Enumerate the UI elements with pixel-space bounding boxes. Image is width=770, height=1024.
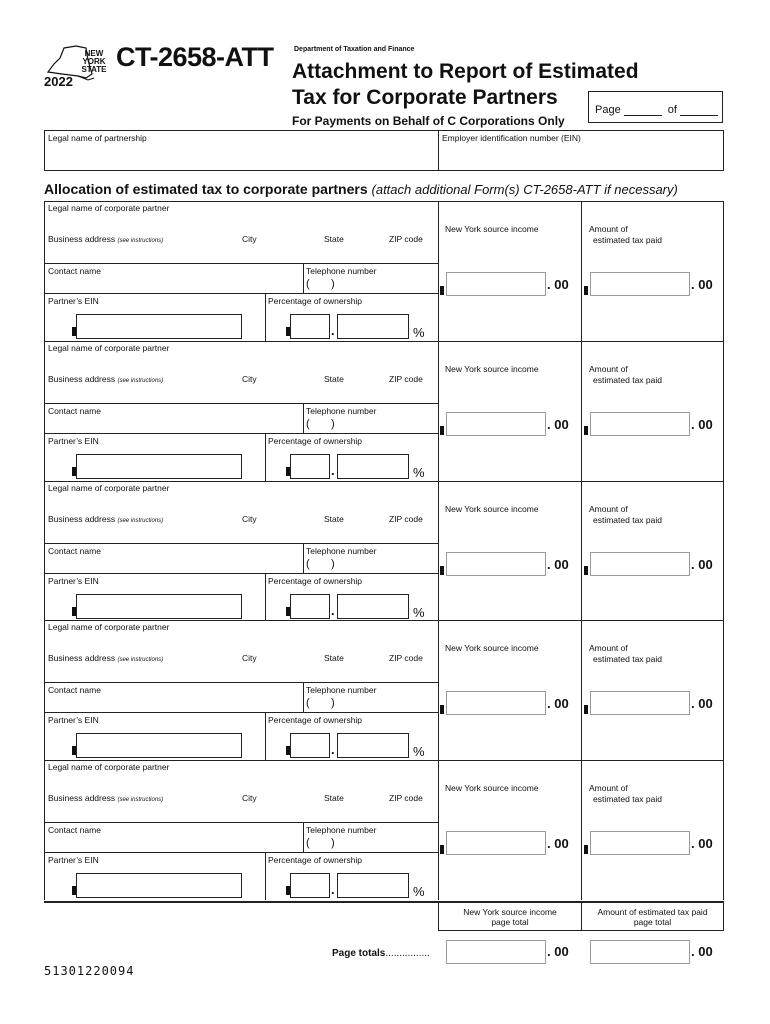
partnership-row-divider (438, 130, 439, 171)
partner-1-contact-label: Contact name (48, 266, 101, 276)
partner-3-rule-1 (44, 543, 438, 544)
partner-5-legal-name-label: Legal name of corporate partner (48, 762, 170, 772)
partner-1-ein-divider (265, 293, 266, 341)
partner-2-right-border (723, 341, 724, 481)
partner-2-telephone-field[interactable]: ( ) (306, 418, 335, 430)
partner-3-ein-divider (265, 573, 266, 621)
partner-2-legal-name-label: Legal name of corporate partner (48, 343, 170, 353)
partner-5-right-border (723, 760, 724, 900)
form-year: 2022 (44, 74, 73, 89)
partner-3-divider-left (438, 481, 439, 621)
partner-4-telephone-label: Telephone number (306, 685, 377, 695)
partner-4-ein-label: Partner’s EIN (48, 715, 99, 725)
partner-4-rule-1 (44, 682, 438, 683)
partner-5-rule-1 (44, 822, 438, 823)
partner-4-amount-paid-marker (584, 705, 588, 714)
partner-1-address-field[interactable] (46, 245, 436, 261)
partner-4-ownership-decimal: . (331, 742, 335, 757)
partner-4-amount-paid-cents: . 00 (691, 696, 713, 711)
partner-5-address-field[interactable] (46, 804, 436, 820)
partner-1-ein-field[interactable] (76, 314, 242, 339)
partner-2-amount-paid-cents: . 00 (691, 417, 713, 432)
partner-4-address-label: Business address (see instructions) (48, 653, 164, 663)
partner-5-ny-income-label: New York source income (445, 783, 539, 793)
partner-1-ownership-decimal-field[interactable] (337, 314, 409, 339)
partner-1-divider-left (438, 201, 439, 341)
partner-4-ein-field[interactable] (76, 733, 242, 758)
partner-3-ownership-label: Percentage of ownership (268, 576, 363, 586)
partner-5-ein-divider (265, 852, 266, 900)
partner-4-telephone-field[interactable]: ( ) (306, 697, 335, 709)
page-number-field[interactable] (624, 106, 662, 116)
partner-2-ownership-whole-field[interactable] (290, 454, 330, 479)
department-name: Department of Taxation and Finance (294, 46, 415, 53)
partner-3-contact-field[interactable] (46, 557, 300, 571)
form-barcode-number: 51301220094 (44, 964, 135, 978)
partner-5-telephone-label: Telephone number (306, 825, 377, 835)
amount-paid-total-cents: . 00 (691, 944, 713, 959)
page-totals-label: Page totals................ (332, 948, 430, 959)
partnership-name-field[interactable] (46, 146, 434, 168)
partner-2-address-label: Business address (see instructions) (48, 374, 164, 384)
partner-2-ny-income-label: New York source income (445, 364, 539, 374)
partner-3-legal-name-label: Legal name of corporate partner (48, 483, 170, 493)
partner-2-percent-sign: % (413, 465, 425, 480)
partner-2-amount-paid-label: Amount of estimated tax paid (589, 364, 662, 385)
partner-3-contact-label: Contact name (48, 546, 101, 556)
partnership-name-label: Legal name of partnership (48, 133, 147, 143)
partner-2-ein-field[interactable] (76, 454, 242, 479)
partner-3-amount-paid-cents: . 00 (691, 557, 713, 572)
partner-1-amount-paid-field[interactable] (590, 272, 690, 296)
partner-5-amount-paid-field[interactable] (590, 831, 690, 855)
partner-4-divider-left (438, 620, 439, 760)
partner-1-phone-divider (303, 263, 304, 293)
partner-4-contact-label: Contact name (48, 685, 101, 695)
partner-2-amount-paid-field[interactable] (590, 412, 690, 436)
partner-1-legal-name-label: Legal name of corporate partner (48, 203, 170, 213)
partner-3-city-label: City (242, 514, 257, 524)
partner-5-contact-label: Contact name (48, 825, 101, 835)
partner-5-divider-left (438, 760, 439, 900)
section-title-text: Allocation of estimated tax to corporate partners (44, 181, 368, 197)
partner-2-ownership-decimal-field[interactable] (337, 454, 409, 479)
partner-5-amount-paid-cents: . 00 (691, 836, 713, 851)
partner-5-city-label: City (242, 793, 257, 803)
partner-3-percent-sign: % (413, 605, 425, 620)
partner-4-amount-paid-label: Amount of estimated tax paid (589, 643, 662, 664)
partner-3-ein-field[interactable] (76, 594, 242, 619)
partner-1-legal-name-field[interactable] (46, 214, 436, 232)
partner-3-ein-label: Partner’s EIN (48, 576, 99, 586)
partner-5-ny-income-field[interactable] (446, 831, 546, 855)
partner-1-divider-mid (581, 201, 582, 341)
partner-1-right-border (723, 201, 724, 341)
partner-1-ny-income-field[interactable] (446, 272, 546, 296)
partner-5-ny-income-cents: . 00 (547, 836, 569, 851)
partner-5-telephone-field[interactable]: ( ) (306, 837, 335, 849)
partner-2-state-label: State (324, 374, 344, 384)
partner-2-ny-income-cents: . 00 (547, 417, 569, 432)
partner-5-ein-field[interactable] (76, 873, 242, 898)
amount-paid-page-total-field[interactable] (590, 940, 690, 964)
partner-2-ownership-label: Percentage of ownership (268, 436, 363, 446)
form-title-line-2: Tax for Corporate Partners (292, 86, 558, 109)
partner-3-right-border (723, 481, 724, 621)
partner-4-ownership-decimal-field[interactable] (337, 733, 409, 758)
partner-3-left-border (44, 481, 45, 621)
partner-2-contact-label: Contact name (48, 406, 101, 416)
totals-divider-right (723, 901, 724, 931)
partner-5-address-label: Business address (see instructions) (48, 793, 164, 803)
partner-2-zip-label: ZIP code (389, 374, 423, 384)
totals-header-rule (438, 930, 724, 931)
partner-2-divider-mid (581, 341, 582, 481)
partner-5-legal-name-field[interactable] (46, 773, 436, 791)
partner-2-legal-name-field[interactable] (46, 354, 436, 372)
partner-5-ein-label: Partner’s EIN (48, 855, 99, 865)
partner-3-legal-name-field[interactable] (46, 494, 436, 512)
partner-2-phone-divider (303, 403, 304, 433)
partner-1-contact-field[interactable] (46, 277, 300, 291)
partner-4-percent-sign: % (413, 744, 425, 759)
ny-income-total-cents: . 00 (547, 944, 569, 959)
form-number: CT-2658-ATT (116, 42, 274, 72)
partner-4-rule-2 (44, 712, 438, 713)
logo-state-text: NEW YORK STATE (81, 49, 107, 74)
partner-5-amount-paid-label: Amount of estimated tax paid (589, 783, 662, 804)
partner-3-rule-2 (44, 573, 438, 574)
partner-5-ny-income-marker (440, 845, 444, 854)
partner-1-telephone-label: Telephone number (306, 266, 377, 276)
partner-2-city-label: City (242, 374, 257, 384)
partner-1-rule-2 (44, 293, 438, 294)
partner-4-address-field[interactable] (46, 664, 436, 680)
totals-top-rule (44, 901, 724, 903)
partner-2-ein-divider (265, 433, 266, 481)
partner-4-city-label: City (242, 653, 257, 663)
partner-4-zip-label: ZIP code (389, 653, 423, 663)
partner-1-rule-1 (44, 263, 438, 264)
partner-1-ownership-decimal: . (331, 323, 335, 338)
partner-5-phone-divider (303, 822, 304, 852)
partnership-ein-label: Employer identification number (EIN) (442, 133, 581, 143)
partner-1-amount-paid-cents: . 00 (691, 277, 713, 292)
partner-3-state-label: State (324, 514, 344, 524)
partner-2-telephone-label: Telephone number (306, 406, 377, 416)
partner-3-ownership-whole-field[interactable] (290, 594, 330, 619)
partner-1-city-label: City (242, 234, 257, 244)
partner-3-ownership-decimal: . (331, 603, 335, 618)
partner-2-left-border (44, 341, 45, 481)
partner-1-ownership-label: Percentage of ownership (268, 296, 363, 306)
partner-3-divider-mid (581, 481, 582, 621)
partner-1-state-label: State (324, 234, 344, 244)
partner-2-amount-paid-marker (584, 426, 588, 435)
partner-5-left-border (44, 760, 45, 900)
partner-3-zip-label: ZIP code (389, 514, 423, 524)
partner-5-percent-sign: % (413, 884, 425, 899)
form-subtitle: For Payments on Behalf of C Corporations Only (292, 114, 565, 128)
partner-4-left-border (44, 620, 45, 760)
partner-5-amount-paid-marker (584, 845, 588, 854)
partner-4-divider-mid (581, 620, 582, 760)
partner-1-telephone-field[interactable]: ( ) (306, 278, 335, 290)
partner-4-contact-field[interactable] (46, 696, 300, 710)
ny-income-total-header: New York source income page total (463, 907, 557, 927)
partner-1-ny-income-label: New York source income (445, 224, 539, 234)
partner-1-address-label: Business address (see instructions) (48, 234, 164, 244)
partner-1-left-border (44, 201, 45, 341)
partner-5-zip-label: ZIP code (389, 793, 423, 803)
partner-5-contact-field[interactable] (46, 836, 300, 850)
partner-2-ny-income-marker (440, 426, 444, 435)
partner-4-ownership-label: Percentage of ownership (268, 715, 363, 725)
partner-3-ny-income-label: New York source income (445, 504, 539, 514)
partner-4-amount-paid-field[interactable] (590, 691, 690, 715)
partner-4-ny-income-cents: . 00 (547, 696, 569, 711)
partner-1-ownership-whole-field[interactable] (290, 314, 330, 339)
partner-5-ownership-label: Percentage of ownership (268, 855, 363, 865)
partner-4-state-label: State (324, 653, 344, 663)
partner-1-ny-income-marker (440, 286, 444, 295)
partner-3-ny-income-cents: . 00 (547, 557, 569, 572)
ny-income-page-total-field[interactable] (446, 940, 546, 964)
partner-3-amount-paid-field[interactable] (590, 552, 690, 576)
partner-1-amount-paid-marker (584, 286, 588, 295)
partner-5-ownership-decimal-field[interactable] (337, 873, 409, 898)
page-count-field[interactable] (680, 106, 718, 116)
partner-2-ny-income-field[interactable] (446, 412, 546, 436)
section-note: (attach additional Form(s) CT-2658-ATT if necessary) (371, 182, 678, 197)
page-label: Page (595, 104, 621, 116)
form-title-line-1: Attachment to Report of Estimated (292, 60, 639, 83)
partner-4-ny-income-label: New York source income (445, 643, 539, 653)
partner-3-address-field[interactable] (46, 525, 436, 541)
partner-1-ny-income-cents: . 00 (547, 277, 569, 292)
partner-2-contact-field[interactable] (46, 417, 300, 431)
partner-5-divider-mid (581, 760, 582, 900)
partner-5-rule-2 (44, 852, 438, 853)
partner-4-ein-divider (265, 712, 266, 760)
partner-4-ny-income-field[interactable] (446, 691, 546, 715)
partner-4-phone-divider (303, 682, 304, 712)
partner-5-ownership-whole-field[interactable] (290, 873, 330, 898)
partner-3-phone-divider (303, 543, 304, 573)
partner-5-state-label: State (324, 793, 344, 803)
partner-4-ny-income-marker (440, 705, 444, 714)
partner-4-legal-name-field[interactable] (46, 633, 436, 651)
partner-3-telephone-field[interactable]: ( ) (306, 558, 335, 570)
partner-4-legal-name-label: Legal name of corporate partner (48, 622, 170, 632)
partner-1-amount-paid-label: Amount of estimated tax paid (589, 224, 662, 245)
partner-3-ownership-decimal-field[interactable] (337, 594, 409, 619)
partner-4-ownership-whole-field[interactable] (290, 733, 330, 758)
partnership-ein-field[interactable] (441, 146, 721, 168)
partner-2-ein-label: Partner’s EIN (48, 436, 99, 446)
partner-2-ownership-decimal: . (331, 463, 335, 478)
of-label: of (667, 104, 677, 116)
partner-2-address-field[interactable] (46, 385, 436, 401)
partner-3-ny-income-marker (440, 566, 444, 575)
partner-2-divider-left (438, 341, 439, 481)
partner-2-rule-2 (44, 433, 438, 434)
partner-5-ownership-decimal: . (331, 882, 335, 897)
partner-2-rule-1 (44, 403, 438, 404)
partner-3-telephone-label: Telephone number (306, 546, 377, 556)
partner-3-amount-paid-marker (584, 566, 588, 575)
partner-3-ny-income-field[interactable] (446, 552, 546, 576)
section-title (44, 181, 678, 197)
partner-1-ein-label: Partner’s EIN (48, 296, 99, 306)
amount-paid-total-header: Amount of estimated tax paid page total (597, 907, 708, 927)
page-number-box (588, 91, 723, 123)
partner-1-zip-label: ZIP code (389, 234, 423, 244)
partner-4-right-border (723, 620, 724, 760)
partner-3-amount-paid-label: Amount of estimated tax paid (589, 504, 662, 525)
partner-1-percent-sign: % (413, 325, 425, 340)
partner-3-address-label: Business address (see instructions) (48, 514, 164, 524)
